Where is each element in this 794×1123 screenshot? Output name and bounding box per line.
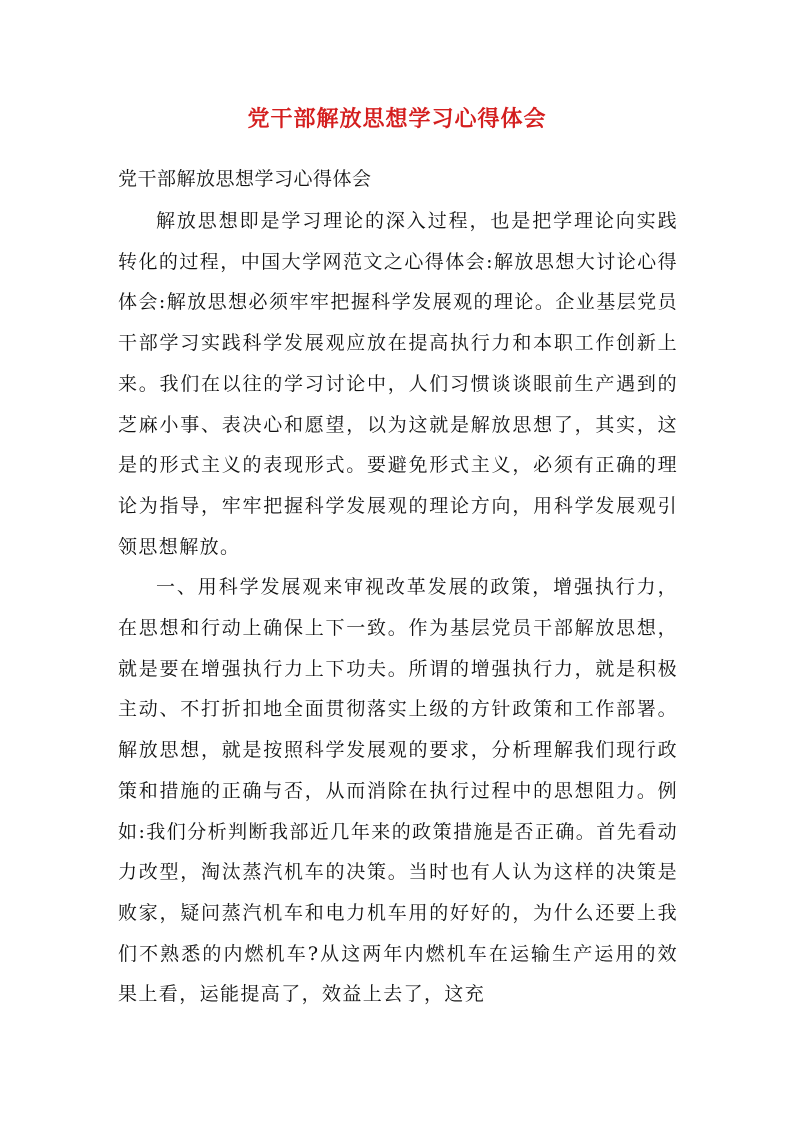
document-body (118, 201, 678, 1015)
paragraph-intro: 解放思想即是学习理论的深入过程，也是把学理论向实践转化的过程，中国大学网范文之心得体会:解放思想大讨论心得体会:解放思想必须牢牢把握科学发展观的理论。企业基层党员干部学习实践科学发展观应放在提高执行力和本职工作创新上来。我们在以往的学习讨论中，人们习惯谈谈眼前生产遇到的芝麻小事、表决心和愿望，以为这就是解放思想了，其实，这是的形式主义的表现形式。要避免形式主义，必须有正确的理论为指导，牢牢把握科学发展观的理论方向，用科学发展观引领思想解放。 (118, 210, 678, 558)
document-subtitle: 党干部解放思想学习心得体会 (118, 168, 372, 190)
paragraph-section-one: 一、用科学发展观来审视改革发展的政策，增强执行力，在思想和行动上确保上下一致。作为基层党员干部解放思想，就是要在增强执行力上下功夫。所谓的增强执行力，就是积极主动、不打折扣地全面贯彻落实上级的方针政策和工作部署。解放思想，就是按照科学发展观的要求，分析理解我们现行政策和措施的正确与否，从而消除在执行过程中的思想阻力。例如:我们分析判断我部近几年来的政策措施是否正确。首先看动力改型，淘汰蒸汽机车的决策。当时也有人认为这样的决策是败家，疑问蒸汽机车和电力机车用的好好的，为什么还要上我们不熟悉的内燃机车?从这两年内燃机车在运输生产运用的效果上看，运能提高了，效益上去了，这充 (118, 576, 678, 1006)
document-title: 党干部解放思想学习心得体会 (247, 106, 547, 132)
